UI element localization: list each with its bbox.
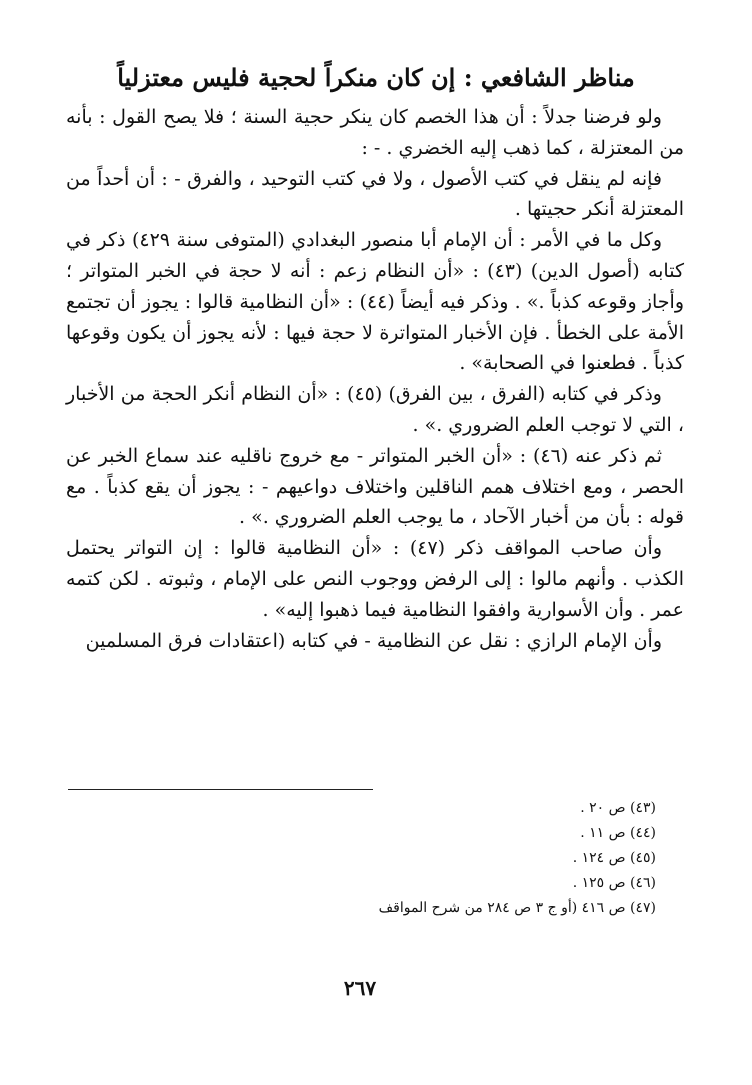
section-title: مناظر الشافعي : إن كان منكراً لحجية فليس معتزلياً <box>117 63 635 92</box>
footnote-divider <box>68 789 373 790</box>
footnote: (٤٤) ص ١١ . <box>580 825 656 841</box>
paragraph: وأن الإمام الرازي : نقل عن النظامية - في كتابه (اعتقادات فرق المسلمين <box>85 629 662 652</box>
paragraph: فإنه لم ينقل في كتب الأصول ، ولا في كتب التوحيد ، والفرق - : أن أحداً من المعتزلة أنكر حجيتها . <box>66 167 684 221</box>
paragraph: وأن صاحب المواقف ذكر (٤٧) : «أن النظامية قالوا : إن التواتر يحتمل الكذب . وأنهم مالوا : إلى الرفض ووجوب النص على الإمام ، وثبوته . لكن كتمه عمر . وأن الأسوارية وافقوا النظامية فيما ذهبوا إليه» . <box>66 537 684 621</box>
body-text <box>66 102 684 656</box>
paragraph: وكل ما في الأمر : أن الإمام أبا منصور البغدادي (المتوفى سنة ٤٢٩) ذكر في كتابه (أصول الدين) (٤٣) : «أن النظام زعم : أنه لا حجة في الخبر المتواتر ؛ وأجاز وقوعه كذباً .» . وذكر فيه أيضاً (٤٤) : «أن النظامية قالوا : يجوز أن تجتمع الأمة على الخطأ . فإن الأخبار المتواترة لا حجة فيها : لأنه يجوز أن يكون وقوعها كذباً . فطعنوا في الصحابة» . <box>66 229 684 375</box>
footnotes-list <box>196 796 656 921</box>
paragraph: ثم ذكر عنه (٤٦) : «أن الخبر المتواتر - مع خروج ناقليه عند سماع الخبر عن الحصر ، ومع اختلاف همم الناقلين واختلاف دواعيهم - : يجوز أن يقع كذباً . مع قوله : بأن من أخبار الآحاد ، ما يوجب العلم الضروري .» . <box>66 444 684 529</box>
footnote: (٤٣) ص ٢٠ . <box>580 800 656 816</box>
footnote: (٤٧) ص ٤١٦ (أو ج ٣ ص ٢٨٤ من شرح المواقف <box>378 900 656 916</box>
paragraph: ولو فرضنا جدلاً : أن هذا الخصم كان ينكر حجية السنة ؛ فلا يصح القول : بأنه من المعتزلة ، كما ذهب إليه الخضري . - : <box>66 106 684 159</box>
paragraph: وذكر في كتابه (الفرق ، بين الفرق) (٤٥) : «أن النظام أنكر الحجة من الأخبار ، التي لا توجب العلم الضروري .» . <box>66 383 684 436</box>
page-number: ٢٦٧ <box>343 976 377 1000</box>
footnote: (٤٥) ص ١٢٤ . <box>572 850 656 866</box>
footnote: (٤٦) ص ١٢٥ . <box>572 875 656 891</box>
